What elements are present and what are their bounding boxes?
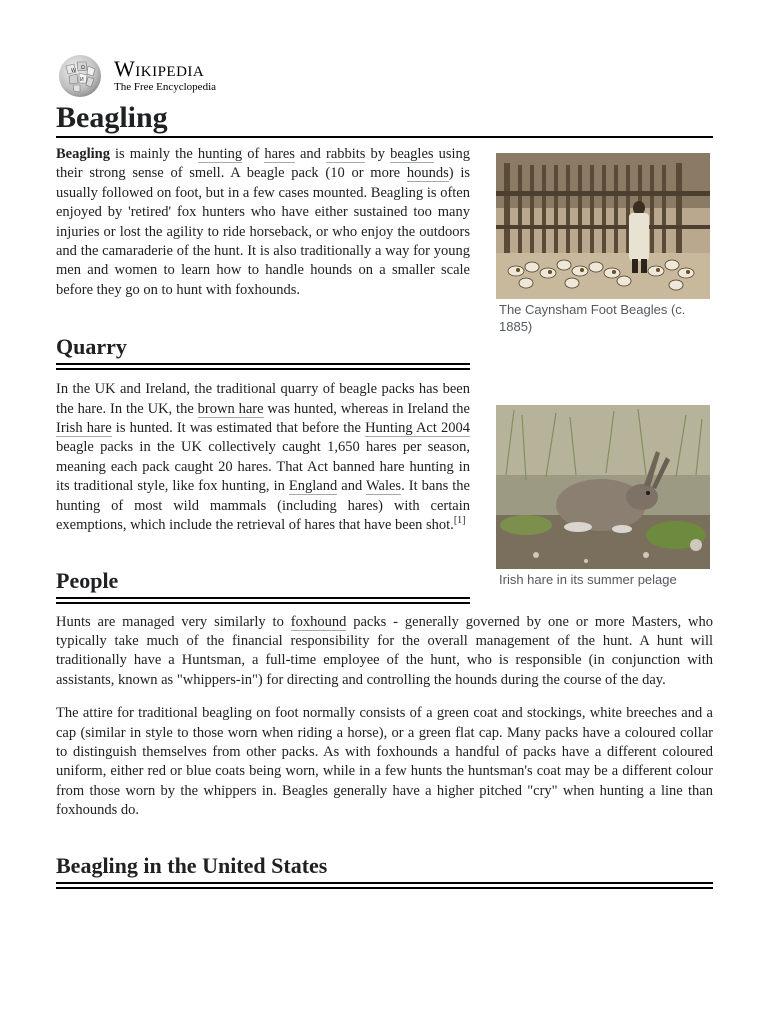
figure-caption: The Caynsham Foot Beagles (c. 1885)	[499, 302, 686, 334]
link-foxhound[interactable]: foxhound	[290, 613, 347, 630]
link-hounds[interactable]: hounds	[406, 165, 449, 182]
link-irish-hare[interactable]: Irish hare	[56, 420, 112, 437]
link-hares[interactable]: hares	[264, 146, 295, 162]
wikipedia-brand[interactable]	[56, 54, 713, 98]
section-heading-quarry: Quarry	[56, 334, 470, 365]
quarry-text: In the UK and Ireland, the traditional quarry of beagle packs has been the hare. In the UK, the	[56, 381, 470, 417]
wikipedia-globe-icon	[56, 54, 104, 98]
people-paragraph-2: The attire for traditional beagling on foot normally consists of a green coat and stockings, white breeches and a cap (similar in style to those worn when riding a horse), or a green flat cap. Many packs have a coloured collar to distinguish themselves from other packs. As with foxhounds a handful of packs have a different coloured uniform, either red or blue coats being worn, while in a few hunts the huntsman's coat may be a different colour from those worn by the whippers in. Beagles generally have a higher pitched "cry" when hunting a line than foxhounds do.	[56, 705, 713, 819]
section-heading-united-states: Beagling in the United States	[56, 853, 713, 884]
intro-text: is mainly the	[109, 146, 198, 162]
quarry-text: beagle packs in the UK collectively caught 1,650 hares per season, meaning each pack caught 20 hares. That Act banned hare hunting in its traditional style, like fox hunting, in	[56, 439, 470, 495]
figure-caption: Irish hare in its summer pelage	[499, 572, 677, 587]
page-title: Beagling	[56, 100, 713, 138]
figure-irish-hare	[496, 405, 710, 588]
caynsham-beagles-photo[interactable]	[496, 153, 710, 299]
svg-text:W: W	[71, 68, 76, 74]
figure-caynsham-beagles	[496, 153, 710, 335]
intro-text: and	[294, 146, 326, 162]
intro-section	[56, 145, 470, 300]
section-heading-people: People	[56, 568, 470, 599]
wikipedia-wordmark: Wikipedia	[114, 56, 205, 81]
quarry-text: is hunted. It was estimated that before the	[111, 420, 366, 437]
people-paragraph-1	[56, 613, 713, 691]
intro-text: by	[365, 146, 391, 162]
quarry-text: and	[337, 478, 366, 495]
link-wales[interactable]: Wales	[366, 478, 402, 495]
quarry-text: . It bans the hunting of most wild mammals (including hares) with certain exemptions, which include the retrieval of hares that have been shot.	[56, 478, 470, 534]
link-beagles[interactable]: beagles	[390, 146, 434, 162]
quarry-section	[56, 334, 470, 535]
reference-link[interactable]: [1]	[453, 515, 466, 527]
people-text: Hunts are managed very similarly to	[56, 613, 291, 630]
link-rabbits[interactable]: rabbits	[325, 146, 366, 162]
svg-text:Ω: Ω	[81, 65, 85, 71]
link-hunting-act-2004[interactable]: Hunting Act 2004	[365, 420, 471, 437]
article-page	[56, 54, 713, 884]
link-england[interactable]: England	[288, 478, 338, 495]
link-hunting[interactable]: hunting	[197, 146, 243, 162]
link-brown-hare[interactable]: brown hare	[197, 400, 264, 417]
people-text: packs - generally governed by one or more Masters, who typically take much of the financial responsibility for the overall management of the hunt. A hunt will traditionally have a Huntsman, a full-time employee of the hunt, who is responsible (in conjunction with assistants, known as "whippers-in") for directing and controlling the hounds during the course of the day.	[56, 613, 713, 688]
quarry-text: was hunted, whereas in Ireland the	[263, 400, 470, 417]
intro-text: ) is usually followed on foot, but in a few cases mounted. Beagling is often enjoyed by 'retired' fox hunters who have either sustained too many injuries or lost the agility to ride horseback, or who enjoy the outdoors and the camaraderie of the hunt. It is also traditionally a way for young men and women to learn how to handle hounds on a smaller scale before they go on to hunt with foxhounds.	[56, 165, 470, 298]
intro-bold-term: Beagling	[56, 146, 110, 162]
intro-text: using their strong sense of smell. A beagle pack (10 or more	[56, 146, 471, 182]
quarry-paragraph	[56, 380, 470, 535]
people-section	[56, 568, 713, 821]
intro-paragraph	[56, 145, 470, 300]
intro-text: of	[242, 146, 265, 162]
wikipedia-tagline: The Free Encyclopedia	[114, 81, 217, 93]
irish-hare-photo[interactable]	[496, 405, 710, 569]
svg-text:И: И	[80, 77, 84, 83]
us-section	[56, 853, 713, 884]
